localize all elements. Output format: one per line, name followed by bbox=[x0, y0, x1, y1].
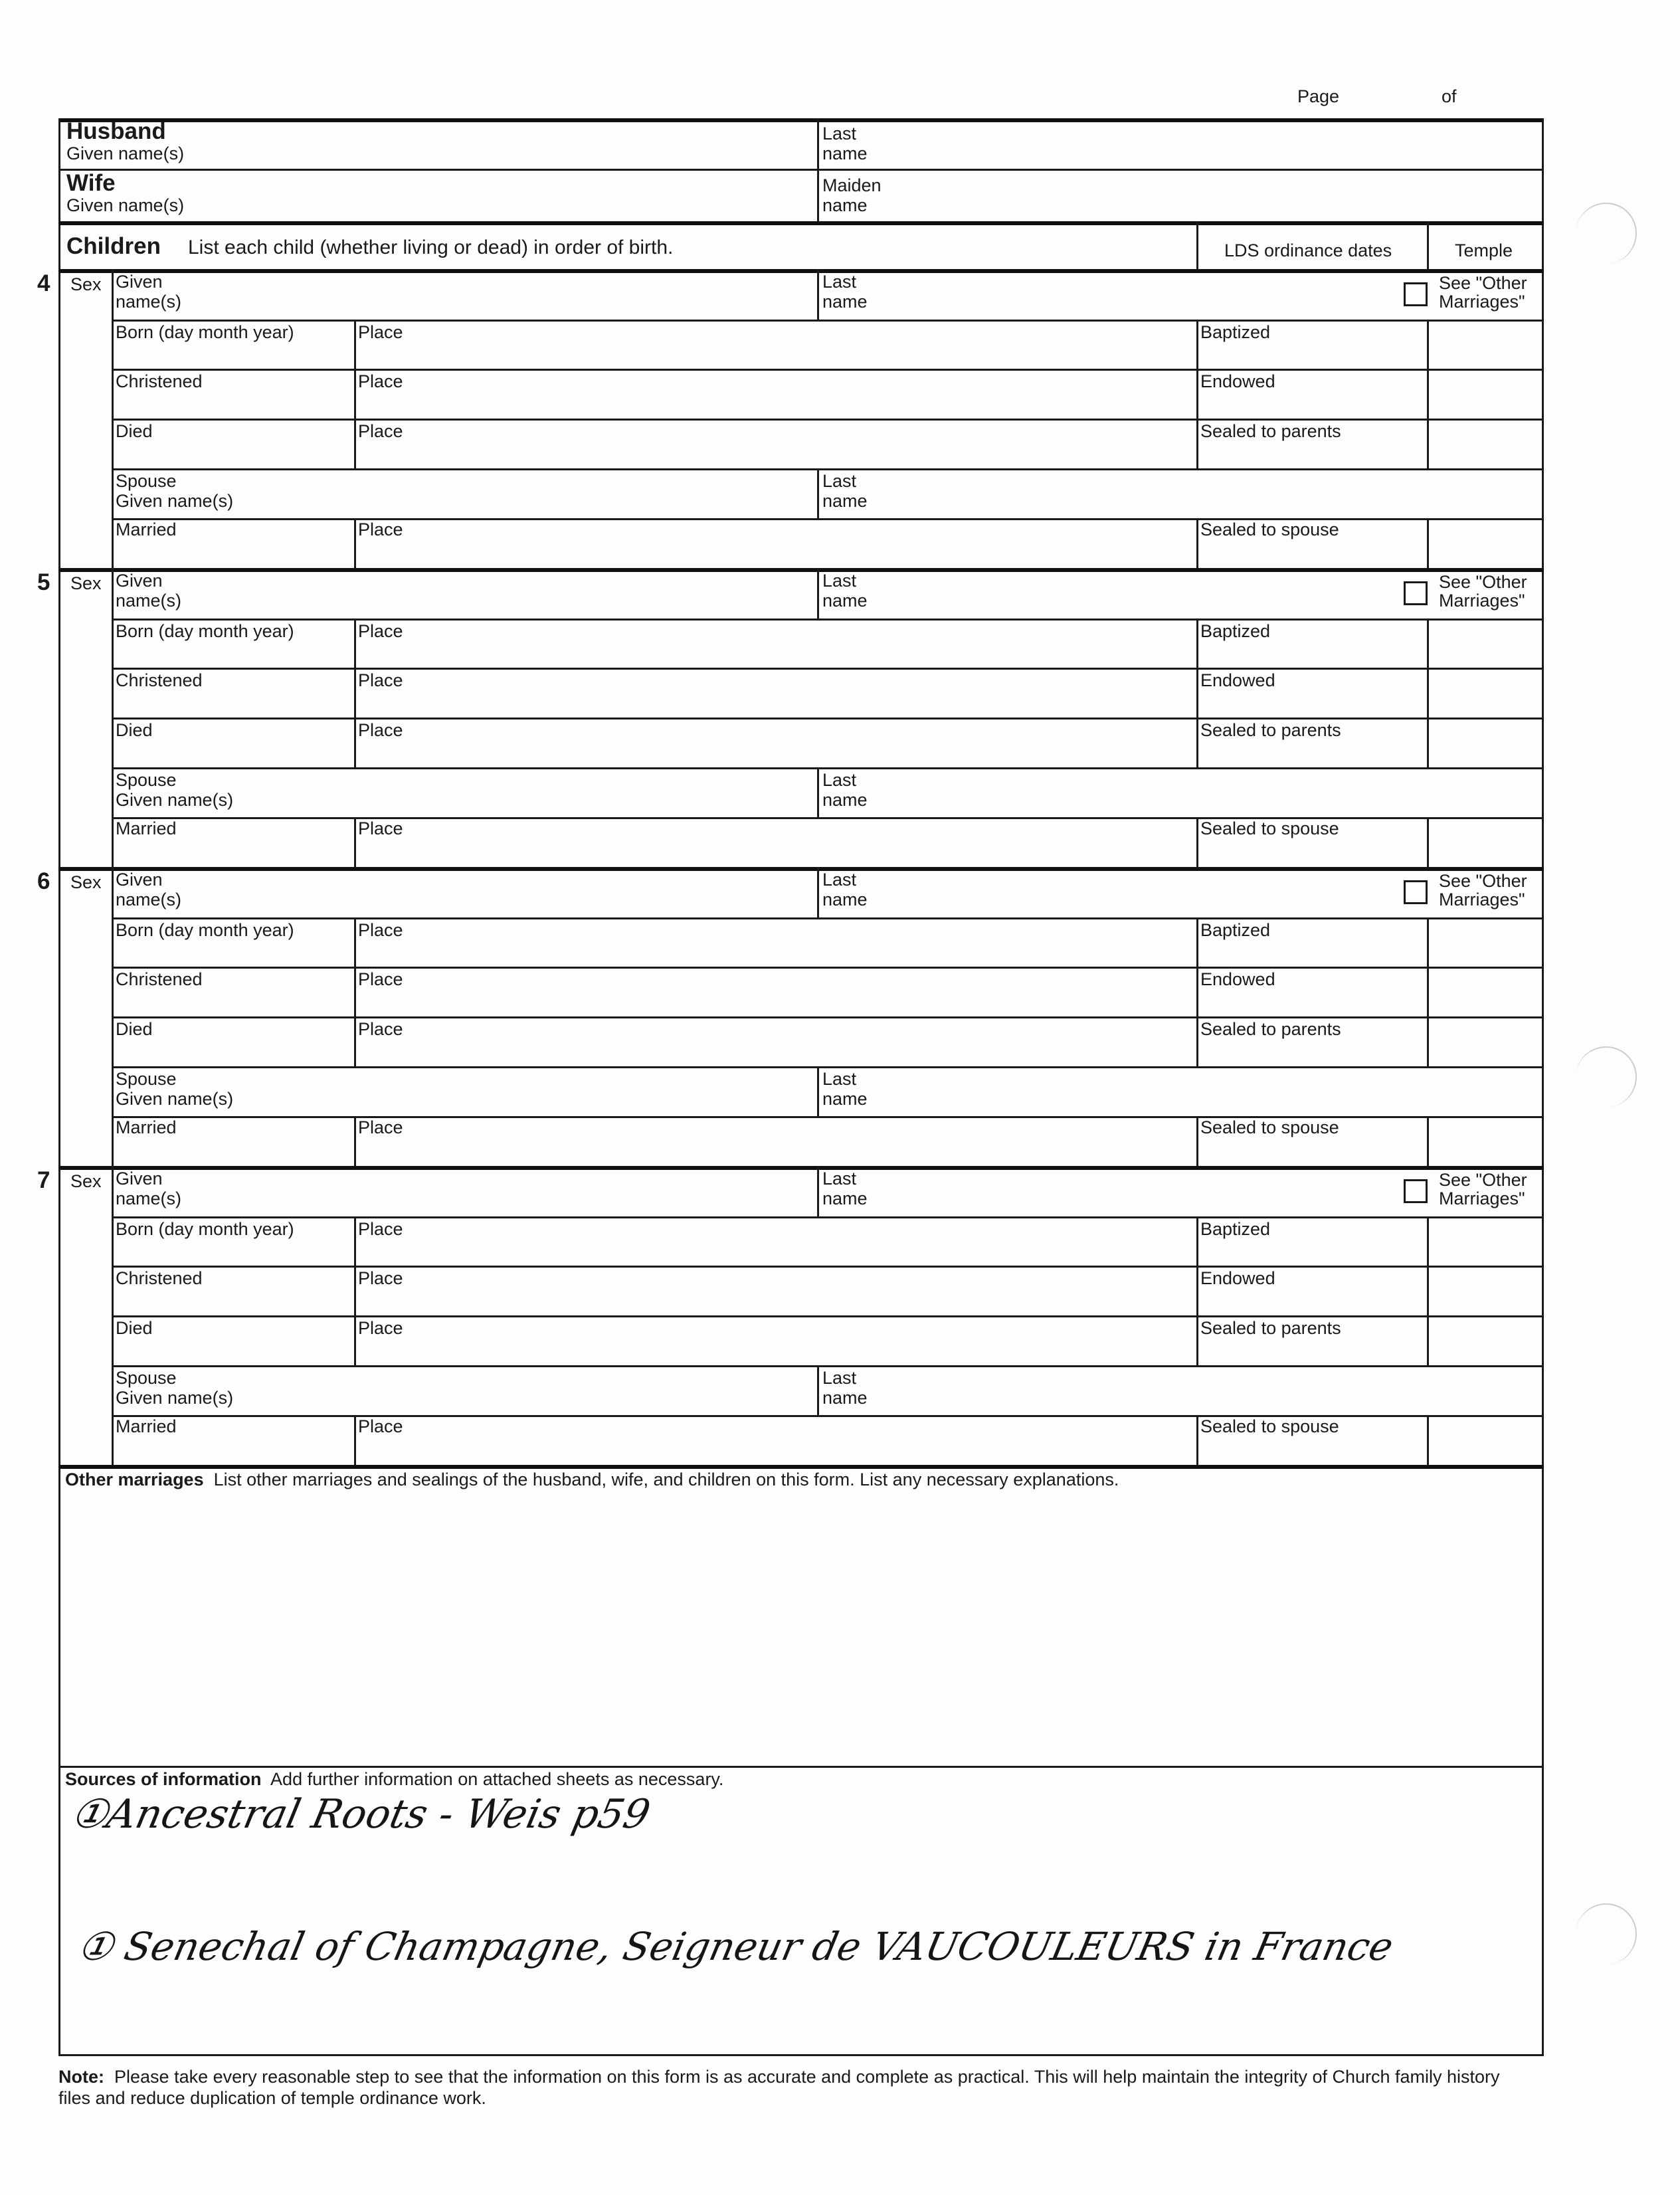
child-number: 6 bbox=[37, 868, 50, 894]
wife-maiden-label-1: Maiden bbox=[822, 175, 882, 195]
given-label-2: name(s) bbox=[116, 292, 182, 312]
children-title: Children bbox=[66, 233, 161, 259]
other-marriages-checkbox[interactable] bbox=[1404, 880, 1428, 904]
given-label-2: name(s) bbox=[116, 890, 182, 909]
spouse-last-label-2: name bbox=[822, 790, 868, 810]
sealed-to-parents-label: Sealed to parents bbox=[1200, 720, 1341, 740]
handwritten-source-2: ① Senechal of Champagne, Seigneur de VAUCOULEURS in France bbox=[73, 1924, 1398, 1969]
place-label: Place bbox=[358, 1268, 403, 1288]
place-label: Place bbox=[358, 818, 403, 838]
born-label: Born (day month year) bbox=[116, 1219, 294, 1239]
binder-hole bbox=[1576, 1046, 1637, 1107]
spouse-label-1: Spouse bbox=[116, 770, 177, 790]
sealed-to-parents-label: Sealed to parents bbox=[1200, 421, 1341, 441]
page-label: Page bbox=[1297, 86, 1340, 106]
husband-title: Husband bbox=[66, 118, 166, 144]
place-label: Place bbox=[358, 322, 403, 342]
place-label: Place bbox=[358, 969, 403, 989]
of-label: of bbox=[1442, 86, 1457, 106]
spouse-last-label-1: Last bbox=[822, 1368, 857, 1388]
note-text: Please take every reasonable step to see that the information on this form is as accurate and complete as practical. This will help maintain the integrity of Church family history files and reduce duplication of temple ordinance work. bbox=[58, 2067, 1500, 2108]
endowed-label: Endowed bbox=[1200, 969, 1275, 989]
sealed-to-spouse-label: Sealed to spouse bbox=[1200, 1117, 1339, 1137]
place-label: Place bbox=[358, 670, 403, 690]
baptized-label: Baptized bbox=[1200, 621, 1271, 641]
given-label-2: name(s) bbox=[116, 591, 182, 611]
sources-title: Sources of information bbox=[65, 1769, 262, 1789]
born-label: Born (day month year) bbox=[116, 920, 294, 940]
spouse-last-label-1: Last bbox=[822, 471, 857, 491]
place-label: Place bbox=[358, 371, 403, 391]
place-label: Place bbox=[358, 1117, 403, 1137]
last-label-1: Last bbox=[822, 571, 857, 591]
see-other-marriages-label-1: See "Other bbox=[1439, 273, 1527, 293]
spouse-last-label-2: name bbox=[822, 1089, 868, 1109]
see-other-marriages-label-2: Marriages" bbox=[1439, 591, 1525, 611]
wife-given-label: Given name(s) bbox=[66, 195, 185, 215]
child-number: 7 bbox=[37, 1167, 50, 1193]
sealed-to-spouse-label: Sealed to spouse bbox=[1200, 520, 1339, 539]
last-label-2: name bbox=[822, 292, 868, 312]
spouse-last-label-1: Last bbox=[822, 770, 857, 790]
see-other-marriages-label-1: See "Other bbox=[1439, 572, 1527, 592]
died-label: Died bbox=[116, 1318, 153, 1338]
place-label: Place bbox=[358, 720, 403, 740]
spouse-label-1: Spouse bbox=[116, 471, 177, 491]
see-other-marriages-label-2: Marriages" bbox=[1439, 890, 1525, 909]
husband-given-label: Given name(s) bbox=[66, 143, 185, 163]
other-marriages-checkbox[interactable] bbox=[1404, 581, 1428, 605]
see-other-marriages-label-2: Marriages" bbox=[1439, 292, 1525, 312]
spouse-last-label-1: Last bbox=[822, 1069, 857, 1089]
last-label-1: Last bbox=[822, 1169, 857, 1189]
last-label-2: name bbox=[822, 591, 868, 611]
married-label: Married bbox=[116, 1416, 177, 1436]
last-label-2: name bbox=[822, 890, 868, 909]
sources-instruction: Add further information on attached sheets as necessary. bbox=[270, 1769, 724, 1789]
given-label-1: Given bbox=[116, 870, 163, 890]
see-other-marriages-label-1: See "Other bbox=[1439, 1170, 1527, 1190]
place-label: Place bbox=[358, 421, 403, 441]
husband-last-label-1: Last bbox=[822, 124, 857, 143]
see-other-marriages-label-2: Marriages" bbox=[1439, 1189, 1525, 1208]
child-number: 4 bbox=[37, 270, 50, 296]
binder-hole bbox=[1576, 1903, 1637, 1964]
baptized-label: Baptized bbox=[1200, 1219, 1271, 1239]
christened-label: Christened bbox=[116, 1268, 203, 1288]
place-label: Place bbox=[358, 1219, 403, 1239]
endowed-label: Endowed bbox=[1200, 670, 1275, 690]
other-marriages-section bbox=[65, 1470, 1119, 1489]
other-marriages-instruction: List other marriages and sealings of the husband, wife, and children on this form. List any necessary explanations. bbox=[213, 1470, 1119, 1489]
spouse-label-1: Spouse bbox=[116, 1368, 177, 1388]
christened-label: Christened bbox=[116, 670, 203, 690]
spouse-label-2: Given name(s) bbox=[116, 1089, 234, 1109]
spouse-last-label-2: name bbox=[822, 491, 868, 511]
form-note bbox=[58, 2066, 1527, 2109]
other-marriages-title: Other marriages bbox=[65, 1470, 204, 1489]
spouse-label-2: Given name(s) bbox=[116, 1388, 234, 1408]
given-label-1: Given bbox=[116, 1169, 163, 1189]
husband-last-label-2: name bbox=[822, 143, 868, 163]
children-instruction: List each child (whether living or dead) in order of birth. bbox=[188, 237, 674, 258]
sex-label: Sex bbox=[70, 573, 102, 593]
other-marriages-checkbox[interactable] bbox=[1404, 282, 1428, 306]
sources-section bbox=[65, 1769, 723, 1789]
spouse-last-label-2: name bbox=[822, 1388, 868, 1408]
endowed-label: Endowed bbox=[1200, 1268, 1275, 1288]
last-label-2: name bbox=[822, 1189, 868, 1208]
wife-title: Wife bbox=[66, 170, 116, 196]
binder-hole bbox=[1576, 203, 1637, 264]
place-label: Place bbox=[358, 621, 403, 641]
sex-label: Sex bbox=[70, 1171, 102, 1191]
baptized-label: Baptized bbox=[1200, 920, 1271, 940]
place-label: Place bbox=[358, 920, 403, 940]
wife-maiden-label-2: name bbox=[822, 195, 868, 215]
see-other-marriages-label-1: See "Other bbox=[1439, 871, 1527, 891]
born-label: Born (day month year) bbox=[116, 322, 294, 342]
married-label: Married bbox=[116, 520, 177, 539]
baptized-label: Baptized bbox=[1200, 322, 1271, 342]
temple-header: Temple bbox=[1455, 240, 1513, 260]
other-marriages-checkbox[interactable] bbox=[1404, 1179, 1428, 1203]
married-label: Married bbox=[116, 818, 177, 838]
last-label-1: Last bbox=[822, 870, 857, 890]
sealed-to-spouse-label: Sealed to spouse bbox=[1200, 818, 1339, 838]
sex-label: Sex bbox=[70, 872, 102, 892]
note-label: Note: bbox=[58, 2067, 104, 2087]
born-label: Born (day month year) bbox=[116, 621, 294, 641]
sealed-to-spouse-label: Sealed to spouse bbox=[1200, 1416, 1339, 1436]
place-label: Place bbox=[358, 1019, 403, 1039]
sealed-to-parents-label: Sealed to parents bbox=[1200, 1318, 1341, 1338]
handwritten-source-1: ①Ancestral Roots - Weis p59 bbox=[66, 1791, 654, 1838]
died-label: Died bbox=[116, 421, 153, 441]
died-label: Died bbox=[116, 720, 153, 740]
place-label: Place bbox=[358, 1318, 403, 1338]
family-group-record-form bbox=[37, 118, 1544, 2056]
spouse-label-2: Given name(s) bbox=[116, 790, 234, 810]
endowed-label: Endowed bbox=[1200, 371, 1275, 391]
place-label: Place bbox=[358, 1416, 403, 1436]
christened-label: Christened bbox=[116, 969, 203, 989]
last-label-1: Last bbox=[822, 272, 857, 292]
given-label-1: Given bbox=[116, 272, 163, 292]
sealed-to-parents-label: Sealed to parents bbox=[1200, 1019, 1341, 1039]
died-label: Died bbox=[116, 1019, 153, 1039]
place-label: Place bbox=[358, 520, 403, 539]
sex-label: Sex bbox=[70, 274, 102, 294]
given-label-2: name(s) bbox=[116, 1189, 182, 1208]
married-label: Married bbox=[116, 1117, 177, 1137]
christened-label: Christened bbox=[116, 371, 203, 391]
spouse-label-1: Spouse bbox=[116, 1069, 177, 1089]
spouse-label-2: Given name(s) bbox=[116, 491, 234, 511]
given-label-1: Given bbox=[116, 571, 163, 591]
child-number: 5 bbox=[37, 569, 50, 595]
lds-header: LDS ordinance dates bbox=[1224, 240, 1392, 260]
